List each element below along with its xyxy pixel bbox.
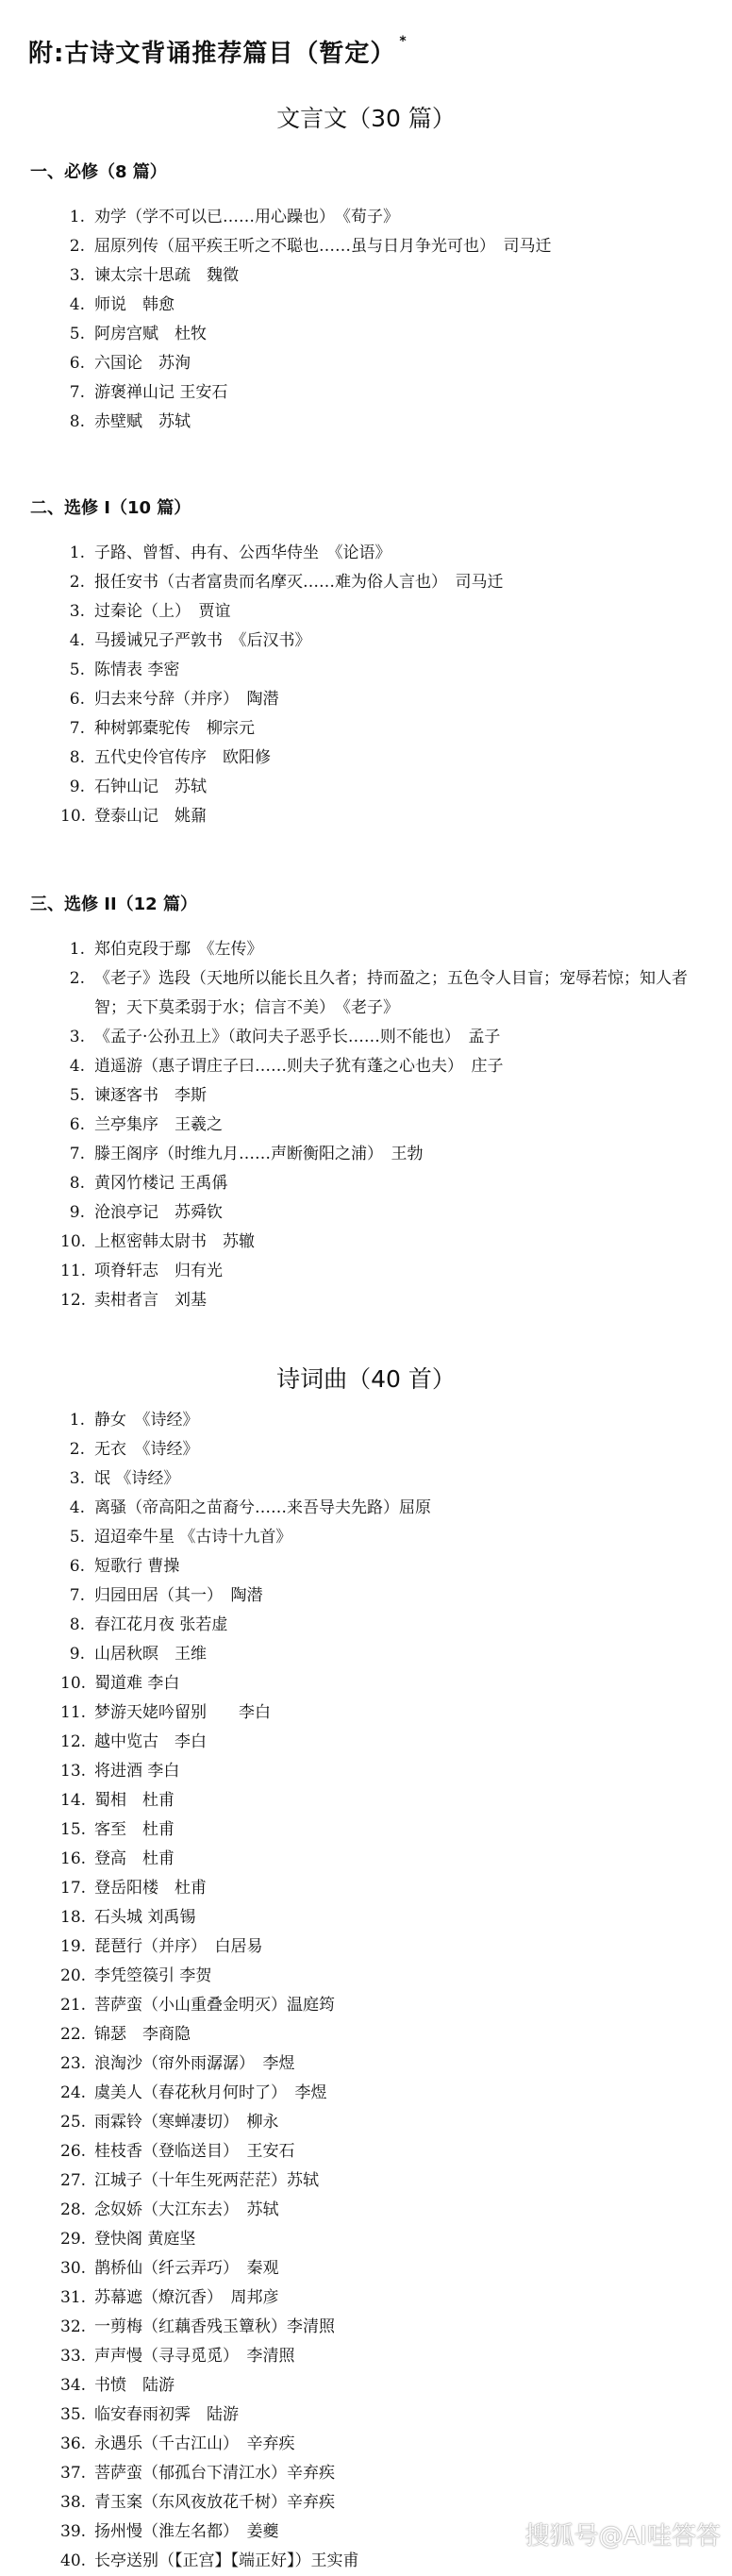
watermark: 搜狐号@AI哇答答 xyxy=(524,2522,721,2551)
list-item xyxy=(60,1435,711,1464)
item-text: 登高 杜甫 xyxy=(94,1849,175,1868)
item-number: 22. xyxy=(60,2025,87,2044)
item-text: 谏逐客书 李斯 xyxy=(94,1086,207,1105)
item-number: 10. xyxy=(60,1674,87,1693)
list-item xyxy=(60,773,711,802)
item-number: 4. xyxy=(69,295,85,314)
item-number: 3. xyxy=(69,1028,85,1046)
item-number: 4. xyxy=(69,1498,85,1517)
item-number: 8. xyxy=(69,748,85,767)
item-text: 锦瑟 李商隐 xyxy=(94,2025,191,2044)
item-text: 短歌行 曹操 xyxy=(94,1557,180,1576)
item-number: 40. xyxy=(60,2551,87,2570)
item-text: 上枢密韩太尉书 苏辙 xyxy=(94,1232,255,1251)
list-item xyxy=(60,539,711,568)
item-text: 苏幕遮（燎沉香） 周邦彦 xyxy=(94,2288,279,2307)
item-text: 石钟山记 苏轼 xyxy=(94,778,207,796)
item-text: 蜀道难 李白 xyxy=(94,1674,180,1693)
list-item xyxy=(60,1962,711,1991)
item-number: 38. xyxy=(60,2493,87,2512)
list-item xyxy=(60,685,711,714)
list-item xyxy=(60,1140,711,1169)
list-item xyxy=(60,1640,711,1669)
item-text: 郑伯克段于鄢 《左传》 xyxy=(94,940,263,959)
item-number: 5. xyxy=(69,1086,85,1105)
item-text: 过秦论（上） 贾谊 xyxy=(94,602,231,621)
item-number: 14. xyxy=(60,1791,87,1810)
item-number: 10. xyxy=(60,807,87,826)
item-text: 石头城 刘禹锡 xyxy=(94,1908,196,1927)
list-item xyxy=(60,2430,711,2459)
list-item xyxy=(60,408,711,437)
item-number: 36. xyxy=(60,2434,87,2453)
list-item xyxy=(60,349,711,378)
item-number: 20. xyxy=(60,1966,87,1985)
item-text: 登快阁 黄庭坚 xyxy=(94,2230,196,2249)
list-item xyxy=(60,1406,711,1435)
item-text: 卖柑者言 刘基 xyxy=(94,1291,207,1310)
list-item xyxy=(60,2166,711,2196)
list-item xyxy=(60,1257,711,1286)
item-number: 11. xyxy=(60,1262,87,1280)
list-item xyxy=(60,2079,711,2108)
list-item xyxy=(60,2225,711,2254)
item-number: 4. xyxy=(69,1057,85,1076)
list-item xyxy=(60,1228,711,1257)
item-text: 无衣 《诗经》 xyxy=(94,1440,199,1459)
list-item xyxy=(60,1698,711,1728)
item-text: 师说 韩愈 xyxy=(94,295,175,314)
list-item xyxy=(60,2196,711,2225)
list-item xyxy=(60,1552,711,1581)
item-text: 声声慢（寻寻觅觅） 李清照 xyxy=(94,2347,295,2366)
item-text: 长亭送别（【正宫】【端正好】）王实甫 xyxy=(94,2551,359,2570)
list-item xyxy=(60,1845,711,1874)
list-xuanxiu-1 xyxy=(60,539,711,831)
list-item xyxy=(60,2049,711,2079)
item-text: 客至 杜甫 xyxy=(94,1820,175,1839)
group-heading-bixiu: 一、必修（8 篇） xyxy=(30,162,167,182)
item-text: 屈原列传（屈平疾王听之不聪也……虽与日月争光可也） 司马迁 xyxy=(94,237,552,256)
item-text: 离骚（帝高阳之苗裔兮……来吾导夫先路）屈原 xyxy=(94,1498,431,1517)
list-item xyxy=(60,1523,711,1552)
list-item xyxy=(60,2459,711,2488)
item-text: 临安春雨初霁 陆游 xyxy=(94,2405,239,2424)
group-heading-xuanxiu-1: 二、选修 I（10 篇） xyxy=(30,498,191,518)
item-number: 2. xyxy=(69,573,85,592)
item-number: 4. xyxy=(69,631,85,650)
item-number: 3. xyxy=(69,602,85,621)
list-shici xyxy=(60,1406,711,2576)
list-item xyxy=(60,964,711,1023)
item-number: 2. xyxy=(69,969,85,988)
list-item xyxy=(60,1991,711,2020)
item-number: 1. xyxy=(69,940,85,959)
item-text: 游褒禅山记 王安石 xyxy=(94,383,228,402)
list-item xyxy=(60,1286,711,1315)
item-number: 2. xyxy=(69,1440,85,1459)
list-item xyxy=(60,1169,711,1198)
item-number: 6. xyxy=(69,1557,85,1576)
item-text: 扬州慢（淮左名都） 姜夔 xyxy=(94,2522,279,2541)
item-number: 37. xyxy=(60,2464,87,2483)
item-number: 16. xyxy=(60,1849,87,1868)
item-text: 赤壁赋 苏轼 xyxy=(94,412,191,431)
item-number: 23. xyxy=(60,2054,87,2073)
item-number: 15. xyxy=(60,1820,87,1839)
item-text: 虞美人（春花秋月何时了） 李煜 xyxy=(94,2083,327,2102)
item-number: 5. xyxy=(69,325,85,343)
list-item xyxy=(60,2108,711,2137)
item-text: 六国论 苏洵 xyxy=(94,354,191,373)
list-item xyxy=(60,1052,711,1081)
item-text: 书愤 陆游 xyxy=(94,2376,175,2395)
list-xuanxiu-2 xyxy=(60,935,711,1315)
section-title-shici: 诗词曲（40 首） xyxy=(276,1365,456,1393)
item-number: 1. xyxy=(69,208,85,226)
item-text: 登泰山记 姚鼐 xyxy=(94,807,207,826)
item-number: 2. xyxy=(69,237,85,256)
item-text: 谏太宗十思疏 魏徵 xyxy=(94,266,239,285)
item-text: 兰亭集序 王羲之 xyxy=(94,1115,223,1134)
list-item xyxy=(60,1198,711,1228)
item-text: 沧浪亭记 苏舜钦 xyxy=(94,1203,223,1222)
item-text: 报任安书（古者富贵而名摩灭……难为俗人言也） 司马迁 xyxy=(94,573,504,592)
item-text: 青玉案（东风夜放花千树）辛弃疾 xyxy=(94,2493,335,2512)
list-item xyxy=(60,802,711,831)
item-text: 李凭箜篌引 李贺 xyxy=(94,1966,212,1985)
list-item xyxy=(60,568,711,597)
item-number: 9. xyxy=(69,1645,85,1664)
item-number: 34. xyxy=(60,2376,87,2395)
item-text: 子路、曾皙、冉有、公西华侍坐 《论语》 xyxy=(94,544,391,562)
group-heading-xuanxiu-2: 三、选修 II（12 篇） xyxy=(30,895,197,914)
item-number: 8. xyxy=(69,412,85,431)
item-number: 12. xyxy=(60,1732,87,1751)
list-item xyxy=(60,1932,711,1962)
item-number: 9. xyxy=(69,778,85,796)
list-item xyxy=(60,232,711,261)
list-item xyxy=(60,1111,711,1140)
item-text: 《老子》选段（天地所以能长且久者；持而盈之；五色令人目盲；宠辱若惊；知人者智；天下莫柔弱于水；信言不美） 《老子》 xyxy=(94,969,688,1017)
item-number: 7. xyxy=(69,719,85,738)
item-number: 9. xyxy=(69,1203,85,1222)
list-item xyxy=(60,2254,711,2283)
list-item xyxy=(60,2488,711,2517)
section-title-wenyan: 文言文（30 篇） xyxy=(276,105,456,132)
item-number: 18. xyxy=(60,1908,87,1927)
item-text: 《孟子·公孙丑上》（敢问夫子恶乎长……则不能也） 孟子 xyxy=(94,1028,501,1046)
list-item xyxy=(60,627,711,656)
list-item xyxy=(60,2313,711,2342)
item-text: 雨霖铃（寒蝉凄切） 柳永 xyxy=(94,2113,279,2132)
item-number: 7. xyxy=(69,1145,85,1163)
item-number: 31. xyxy=(60,2288,87,2307)
item-text: 菩萨蛮（郁孤台下清江水）辛弃疾 xyxy=(94,2464,335,2483)
item-number: 5. xyxy=(69,1528,85,1547)
list-item xyxy=(60,1581,711,1611)
item-number: 3. xyxy=(69,266,85,285)
list-bixiu xyxy=(60,203,711,437)
item-number: 29. xyxy=(60,2230,87,2249)
item-number: 35. xyxy=(60,2405,87,2424)
footnote-mark: * xyxy=(399,34,408,49)
item-number: 1. xyxy=(69,1411,85,1430)
item-text: 念奴娇（大江东去） 苏轼 xyxy=(94,2200,279,2219)
item-text: 永遇乐（千古江山） 辛弃疾 xyxy=(94,2434,295,2453)
page-title xyxy=(28,34,408,69)
item-text: 梦游天姥吟留别 李白 xyxy=(94,1703,271,1722)
item-text: 迢迢牵牛星 《古诗十九首》 xyxy=(94,1528,292,1547)
list-item xyxy=(60,1081,711,1111)
item-text: 浪淘沙（帘外雨潺潺） 李煜 xyxy=(94,2054,295,2073)
item-text: 登岳阳楼 杜甫 xyxy=(94,1879,207,1898)
list-item xyxy=(60,1494,711,1523)
item-text: 蜀相 杜甫 xyxy=(94,1791,175,1810)
list-item xyxy=(60,1874,711,1903)
item-text: 归去来兮辞（并序） 陶潜 xyxy=(94,690,279,709)
item-number: 21. xyxy=(60,1996,87,2015)
item-number: 26. xyxy=(60,2142,87,2161)
list-item xyxy=(60,1786,711,1815)
item-number: 7. xyxy=(69,383,85,402)
item-text: 越中览古 李白 xyxy=(94,1732,207,1751)
list-item xyxy=(60,656,711,685)
item-number: 8. xyxy=(69,1615,85,1634)
list-item xyxy=(60,1023,711,1052)
item-text: 琵琶行（并序） 白居易 xyxy=(94,1937,263,1956)
item-text: 春江花月夜 张若虚 xyxy=(94,1615,228,1634)
item-number: 30. xyxy=(60,2259,87,2278)
list-item xyxy=(60,2371,711,2400)
item-text: 五代史伶官传序 欧阳修 xyxy=(94,748,271,767)
item-text: 逍遥游（惠子谓庄子曰……则夫子犹有蓬之心也夫） 庄子 xyxy=(94,1057,504,1076)
item-number: 24. xyxy=(60,2083,87,2102)
item-text: 桂枝香（登临送目） 王安石 xyxy=(94,2142,295,2161)
item-number: 7. xyxy=(69,1586,85,1605)
list-item xyxy=(60,2283,711,2313)
list-item xyxy=(60,320,711,349)
item-text: 鹊桥仙（纤云弄巧） 秦观 xyxy=(94,2259,279,2278)
list-item xyxy=(60,2137,711,2166)
item-text: 山居秋暝 王维 xyxy=(94,1645,207,1664)
item-number: 17. xyxy=(60,1879,87,1898)
list-item xyxy=(60,1815,711,1845)
item-text: 江城子（十年生死两茫茫）苏轼 xyxy=(94,2171,319,2190)
list-item xyxy=(60,1728,711,1757)
item-number: 6. xyxy=(69,354,85,373)
item-number: 1. xyxy=(69,544,85,562)
item-number: 28. xyxy=(60,2200,87,2219)
item-number: 6. xyxy=(69,690,85,709)
item-number: 32. xyxy=(60,2317,87,2336)
item-number: 12. xyxy=(60,1291,87,1310)
page-title-text: 附:古诗文背诵推荐篇目（暂定） xyxy=(28,40,396,68)
list-item xyxy=(60,744,711,773)
item-number: 25. xyxy=(60,2113,87,2132)
item-text: 氓 《诗经》 xyxy=(94,1469,180,1488)
item-text: 将进酒 李白 xyxy=(94,1762,180,1781)
item-number: 5. xyxy=(69,661,85,679)
item-number: 39. xyxy=(60,2522,87,2541)
item-number: 19. xyxy=(60,1937,87,1956)
item-number: 10. xyxy=(60,1232,87,1251)
list-item xyxy=(60,261,711,291)
list-item xyxy=(60,2400,711,2430)
list-item xyxy=(60,1464,711,1494)
item-text: 种树郭橐驼传 柳宗元 xyxy=(94,719,255,738)
list-item xyxy=(60,1611,711,1640)
item-number: 8. xyxy=(69,1174,85,1193)
item-text: 马援诫兄子严敦书 《后汉书》 xyxy=(94,631,311,650)
item-text: 滕王阁序（时维九月……声断衡阳之浦） 王勃 xyxy=(94,1145,424,1163)
list-item xyxy=(60,2342,711,2371)
list-item xyxy=(60,935,711,964)
list-item xyxy=(60,1903,711,1932)
item-text: 黄冈竹楼记 王禹偁 xyxy=(94,1174,228,1193)
item-number: 27. xyxy=(60,2171,87,2190)
item-text: 一剪梅（红藕香残玉簟秋）李清照 xyxy=(94,2317,335,2336)
list-item xyxy=(60,378,711,408)
list-item xyxy=(60,714,711,744)
item-number: 33. xyxy=(60,2347,87,2366)
item-text: 菩萨蛮（小山重叠金明灭）温庭筠 xyxy=(94,1996,335,2015)
item-text: 静女 《诗经》 xyxy=(94,1411,199,1430)
item-number: 6. xyxy=(69,1115,85,1134)
list-item xyxy=(60,1669,711,1698)
item-text: 项脊轩志 归有光 xyxy=(94,1262,223,1280)
list-item xyxy=(60,2020,711,2049)
list-item xyxy=(60,203,711,232)
item-number: 11. xyxy=(60,1703,87,1722)
item-number: 3. xyxy=(69,1469,85,1488)
item-number: 13. xyxy=(60,1762,87,1781)
list-item xyxy=(60,291,711,320)
item-text: 阿房宫赋 杜牧 xyxy=(94,325,207,343)
list-item xyxy=(60,597,711,627)
item-text: 劝学（学不可以已……用心躁也） 《荀子》 xyxy=(94,208,399,226)
list-item xyxy=(60,1757,711,1786)
item-text: 归园田居（其一） 陶潜 xyxy=(94,1586,263,1605)
item-text: 陈情表 李密 xyxy=(94,661,180,679)
